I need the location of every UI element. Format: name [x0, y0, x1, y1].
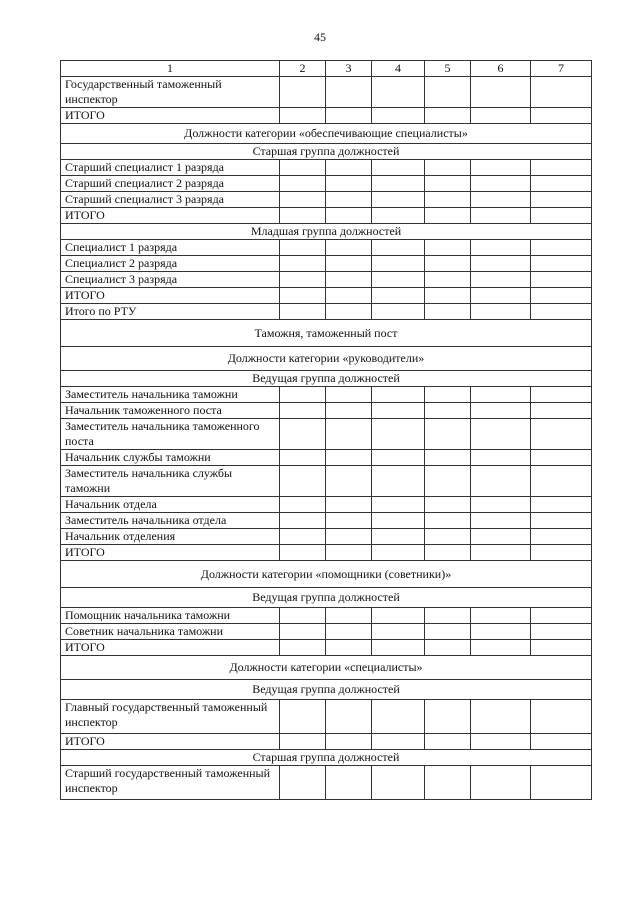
value-cell [425, 272, 471, 288]
section-header-row [61, 224, 592, 240]
value-cell [425, 108, 471, 124]
position-label: Специалист 3 разряда [61, 272, 280, 288]
column-header: 6 [471, 61, 531, 77]
value-cell [425, 450, 471, 466]
position-label: Старший специалист 1 разряда [61, 160, 280, 176]
section-header-row [61, 588, 592, 608]
table-row [61, 608, 592, 624]
value-cell [280, 288, 326, 304]
value-cell [471, 160, 531, 176]
table-row [61, 240, 592, 256]
value-cell [425, 176, 471, 192]
position-label: ИТОГО [61, 545, 280, 561]
value-cell [372, 304, 425, 320]
value-cell [326, 497, 372, 513]
value-cell [326, 608, 372, 624]
section-header-row [61, 561, 592, 588]
position-label: Начальник службы таможни [61, 450, 280, 466]
value-cell [372, 466, 425, 497]
value-cell [372, 176, 425, 192]
value-cell [531, 240, 592, 256]
value-cell [372, 403, 425, 419]
value-cell [372, 700, 425, 734]
table-row [61, 700, 592, 734]
value-cell [471, 288, 531, 304]
table-row [61, 288, 592, 304]
value-cell [280, 192, 326, 208]
section-title: Старшая группа должностей [61, 144, 592, 160]
position-label: ИТОГО [61, 208, 280, 224]
position-label: Начальник отделения [61, 529, 280, 545]
value-cell [425, 419, 471, 450]
value-cell [326, 176, 372, 192]
table-row [61, 304, 592, 320]
value-cell [531, 208, 592, 224]
value-cell [280, 419, 326, 450]
position-label: ИТОГО [61, 288, 280, 304]
value-cell [326, 766, 372, 800]
table-row [61, 208, 592, 224]
table-row [61, 160, 592, 176]
value-cell [280, 734, 326, 750]
value-cell [471, 608, 531, 624]
value-cell [326, 160, 372, 176]
value-cell [425, 77, 471, 108]
value-cell [471, 387, 531, 403]
value-cell [531, 700, 592, 734]
value-cell [471, 734, 531, 750]
value-cell [425, 160, 471, 176]
table-row [61, 640, 592, 656]
value-cell [372, 419, 425, 450]
value-cell [326, 734, 372, 750]
table-row [61, 513, 592, 529]
value-cell [425, 624, 471, 640]
value-cell [326, 450, 372, 466]
value-cell [531, 419, 592, 450]
value-cell [372, 387, 425, 403]
value-cell [531, 450, 592, 466]
section-title: Таможня, таможенный пост [61, 320, 592, 347]
position-label: ИТОГО [61, 640, 280, 656]
value-cell [531, 624, 592, 640]
value-cell [425, 734, 471, 750]
value-cell [326, 466, 372, 497]
value-cell [531, 734, 592, 750]
value-cell [531, 192, 592, 208]
position-label: Старший специалист 3 разряда [61, 192, 280, 208]
column-header-row [61, 61, 592, 77]
value-cell [531, 403, 592, 419]
value-cell [425, 529, 471, 545]
value-cell [531, 256, 592, 272]
value-cell [471, 497, 531, 513]
value-cell [280, 545, 326, 561]
position-label: ИТОГО [61, 734, 280, 750]
value-cell [471, 108, 531, 124]
table-row [61, 256, 592, 272]
value-cell [372, 240, 425, 256]
value-cell [372, 77, 425, 108]
value-cell [372, 545, 425, 561]
value-cell [425, 288, 471, 304]
position-label: Заместитель начальника таможни [61, 387, 280, 403]
value-cell [372, 766, 425, 800]
value-cell [280, 497, 326, 513]
value-cell [280, 256, 326, 272]
value-cell [471, 466, 531, 497]
position-label: Итого по РТУ [61, 304, 280, 320]
value-cell [531, 272, 592, 288]
value-cell [326, 700, 372, 734]
position-label: Специалист 2 разряда [61, 256, 280, 272]
value-cell [531, 545, 592, 561]
table-row [61, 419, 592, 450]
position-label: Советник начальника таможни [61, 624, 280, 640]
position-label: Старший государственный таможенный инспектор [61, 766, 280, 800]
value-cell [326, 640, 372, 656]
value-cell [326, 256, 372, 272]
section-header-row [61, 750, 592, 766]
value-cell [425, 497, 471, 513]
value-cell [425, 240, 471, 256]
value-cell [326, 192, 372, 208]
section-title: Ведущая группа должностей [61, 588, 592, 608]
value-cell [326, 208, 372, 224]
position-label: Государственный таможенный инспектор [61, 77, 280, 108]
value-cell [531, 466, 592, 497]
value-cell [372, 272, 425, 288]
value-cell [326, 272, 372, 288]
value-cell [326, 108, 372, 124]
section-title: Ведущая группа должностей [61, 680, 592, 700]
value-cell [372, 734, 425, 750]
value-cell [531, 640, 592, 656]
value-cell [531, 766, 592, 800]
value-cell [471, 256, 531, 272]
value-cell [531, 304, 592, 320]
value-cell [425, 466, 471, 497]
value-cell [531, 529, 592, 545]
position-label: Заместитель начальника отдела [61, 513, 280, 529]
table-row [61, 529, 592, 545]
value-cell [471, 403, 531, 419]
value-cell [425, 513, 471, 529]
value-cell [372, 529, 425, 545]
value-cell [280, 640, 326, 656]
value-cell [531, 497, 592, 513]
value-cell [280, 304, 326, 320]
value-cell [471, 624, 531, 640]
value-cell [280, 77, 326, 108]
value-cell [372, 640, 425, 656]
value-cell [471, 545, 531, 561]
value-cell [471, 240, 531, 256]
value-cell [280, 176, 326, 192]
position-label: Главный государственный таможенный инспектор [61, 700, 280, 734]
section-title: Старшая группа должностей [61, 750, 592, 766]
column-header: 2 [280, 61, 326, 77]
value-cell [425, 640, 471, 656]
column-header: 4 [372, 61, 425, 77]
value-cell [326, 529, 372, 545]
value-cell [280, 766, 326, 800]
value-cell [425, 608, 471, 624]
value-cell [471, 304, 531, 320]
value-cell [326, 419, 372, 450]
section-title: Должности категории «руководители» [61, 347, 592, 371]
value-cell [372, 288, 425, 304]
value-cell [280, 529, 326, 545]
value-cell [326, 403, 372, 419]
value-cell [280, 108, 326, 124]
section-header-row [61, 144, 592, 160]
value-cell [471, 640, 531, 656]
value-cell [280, 160, 326, 176]
table-row [61, 497, 592, 513]
value-cell [372, 513, 425, 529]
value-cell [531, 387, 592, 403]
section-header-row [61, 320, 592, 347]
value-cell [326, 240, 372, 256]
position-label: Специалист 1 разряда [61, 240, 280, 256]
section-header-row [61, 124, 592, 144]
position-label: Начальник отдела [61, 497, 280, 513]
value-cell [425, 192, 471, 208]
value-cell [280, 387, 326, 403]
value-cell [425, 403, 471, 419]
section-header-row [61, 680, 592, 700]
table-row [61, 176, 592, 192]
value-cell [471, 208, 531, 224]
value-cell [280, 624, 326, 640]
position-label: Начальник таможенного поста [61, 403, 280, 419]
value-cell [372, 192, 425, 208]
value-cell [425, 545, 471, 561]
value-cell [326, 304, 372, 320]
value-cell [471, 529, 531, 545]
section-header-row [61, 347, 592, 371]
value-cell [326, 545, 372, 561]
value-cell [372, 624, 425, 640]
value-cell [326, 387, 372, 403]
value-cell [280, 403, 326, 419]
staffing-table [60, 60, 592, 800]
value-cell [326, 513, 372, 529]
value-cell [280, 208, 326, 224]
value-cell [280, 466, 326, 497]
position-label: ИТОГО [61, 108, 280, 124]
value-cell [471, 192, 531, 208]
value-cell [425, 700, 471, 734]
section-title: Младшая группа должностей [61, 224, 592, 240]
section-header-row [61, 371, 592, 387]
value-cell [326, 288, 372, 304]
value-cell [531, 608, 592, 624]
table-row [61, 766, 592, 800]
value-cell [372, 160, 425, 176]
value-cell [372, 256, 425, 272]
value-cell [280, 700, 326, 734]
value-cell [531, 176, 592, 192]
value-cell [531, 288, 592, 304]
table-row [61, 450, 592, 466]
column-header: 3 [326, 61, 372, 77]
value-cell [280, 450, 326, 466]
value-cell [372, 108, 425, 124]
value-cell [372, 208, 425, 224]
value-cell [425, 387, 471, 403]
value-cell [471, 766, 531, 800]
value-cell [531, 513, 592, 529]
table-row [61, 77, 592, 108]
value-cell [531, 160, 592, 176]
table-row [61, 624, 592, 640]
value-cell [372, 450, 425, 466]
table-row [61, 272, 592, 288]
table-row [61, 734, 592, 750]
column-header: 1 [61, 61, 280, 77]
value-cell [326, 624, 372, 640]
table-row [61, 192, 592, 208]
value-cell [531, 108, 592, 124]
value-cell [471, 513, 531, 529]
value-cell [471, 450, 531, 466]
value-cell [471, 419, 531, 450]
table-row [61, 466, 592, 497]
value-cell [280, 513, 326, 529]
value-cell [280, 240, 326, 256]
value-cell [425, 208, 471, 224]
position-label: Заместитель начальника таможенного поста [61, 419, 280, 450]
value-cell [425, 256, 471, 272]
value-cell [471, 77, 531, 108]
column-header: 5 [425, 61, 471, 77]
value-cell [280, 608, 326, 624]
value-cell [326, 77, 372, 108]
position-label: Старший специалист 2 разряда [61, 176, 280, 192]
value-cell [372, 608, 425, 624]
position-label: Заместитель начальника службы таможни [61, 466, 280, 497]
section-title: Должности категории «специалисты» [61, 656, 592, 680]
value-cell [531, 77, 592, 108]
value-cell [425, 766, 471, 800]
column-header: 7 [531, 61, 592, 77]
value-cell [280, 272, 326, 288]
value-cell [372, 497, 425, 513]
table-row [61, 545, 592, 561]
table-row [61, 108, 592, 124]
page-number: 45 [314, 30, 326, 44]
table-row [61, 403, 592, 419]
position-label: Помощник начальника таможни [61, 608, 280, 624]
section-title: Ведущая группа должностей [61, 371, 592, 387]
section-title: Должности категории «помощники (советники)» [61, 561, 592, 588]
value-cell [471, 176, 531, 192]
section-header-row [61, 656, 592, 680]
value-cell [471, 272, 531, 288]
value-cell [425, 304, 471, 320]
section-title: Должности категории «обеспечивающие специалисты» [61, 124, 592, 144]
table-row [61, 387, 592, 403]
value-cell [471, 700, 531, 734]
